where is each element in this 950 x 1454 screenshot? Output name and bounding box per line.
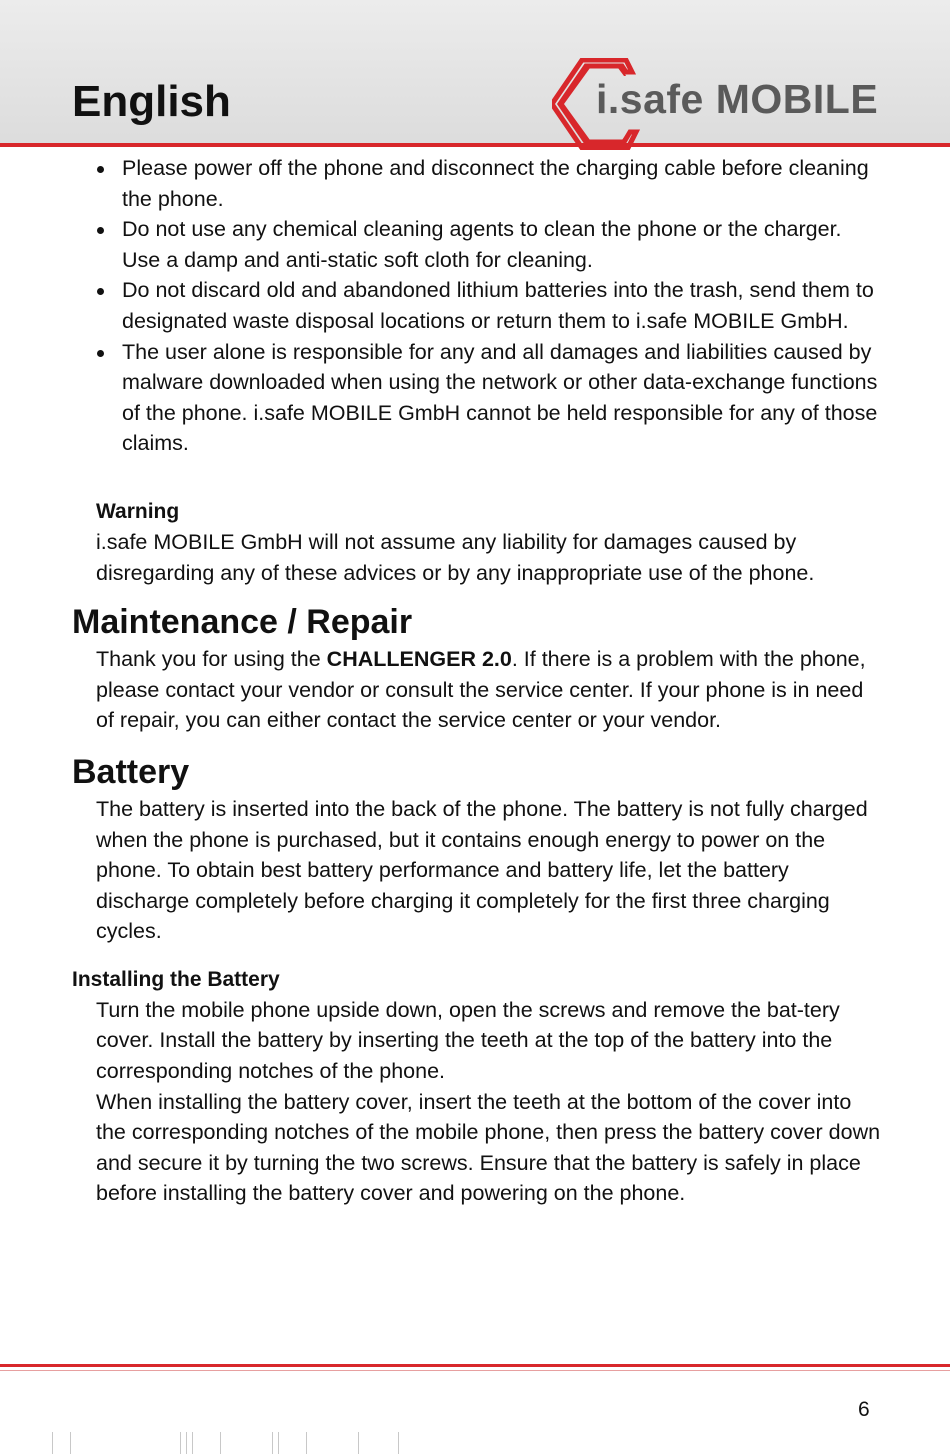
battery-title: Battery [72, 752, 190, 791]
page-number: 6 [858, 1398, 870, 1421]
list-item [122, 214, 882, 275]
page-heading: English [72, 77, 231, 126]
warning-title: Warning [96, 499, 180, 523]
list-item-text: Do not use any chemical cleaning agents to clean the phone or the charger. Use a damp and anti-static soft cloth for cleaning. [122, 217, 842, 272]
battery-text: The battery is inserted into the back of the phone. The battery is not fully charged when the phone is purchased, but it contains enough energy to power on the phone. To obtain best battery performance and battery life, let the battery discharge completely before charging it completely for the first three charging cycles. [96, 796, 868, 944]
installing-battery-title: Installing the Battery [72, 967, 280, 991]
maintenance-text-start: Thank you for using the [96, 647, 327, 672]
bullet-dot-icon [97, 166, 104, 173]
installing-text-1: Turn the mobile phone upside down, open the screws and remove the bat-tery cover. Install the battery by inserting the teeth at the top of the battery into the corresponding notches of the phone. [96, 997, 840, 1084]
maintenance-text-end: . If there is a problem with the phone, please contact your vendor or consult the service center. If your phone is in need of repair, you can either contact the service center or your vendor. [96, 647, 866, 733]
safety-bullet-list [0, 153, 882, 459]
bullet-dot-icon [97, 227, 104, 234]
page-content [0, 153, 950, 1209]
footer-rule-thin [0, 1370, 950, 1371]
list-item-text: Do not discard old and abandoned lithium batteries into the trash, send them to designated waste disposal locations or return them to i.safe MOBILE GmbH. [122, 278, 874, 333]
maintenance-text [96, 644, 886, 736]
list-item-text: Please power off the phone and disconnect the charging cable before cleaning the phone. [122, 156, 869, 211]
bullet-dot-icon [97, 350, 104, 357]
scan-artifact-marks [52, 1432, 412, 1454]
list-item [122, 275, 882, 336]
list-item [122, 153, 882, 214]
footer-rule [0, 1364, 950, 1367]
maintenance-title: Maintenance / Repair [72, 603, 413, 642]
product-name: CHALLENGER 2.0 [326, 647, 512, 672]
list-item-text: The user alone is responsible for any and all damages and liabilities caused by malware downloaded when using the network or other data-exchange functions of the phone. i.safe MOBILE GmbH cannot be held responsible for any of those claims. [122, 339, 878, 456]
bullet-dot-icon [97, 288, 104, 295]
list-item [122, 337, 882, 459]
installing-text-2: When installing the battery cover, insert the teeth at the bottom of the cover into the corresponding notches of the mobile phone, then press the battery cover down and secure it by turning the two screws. Ensure that the battery is safely in place before installing the battery cover and powering on the phone. [96, 1089, 881, 1206]
warning-text: i.safe MOBILE GmbH will not assume any liability for damages caused by disregarding any of these advices or by any inappropriate use of the phone. [96, 529, 815, 585]
isafe-logo [552, 58, 902, 150]
logo-text: i.safe MOBILE [596, 76, 879, 122]
